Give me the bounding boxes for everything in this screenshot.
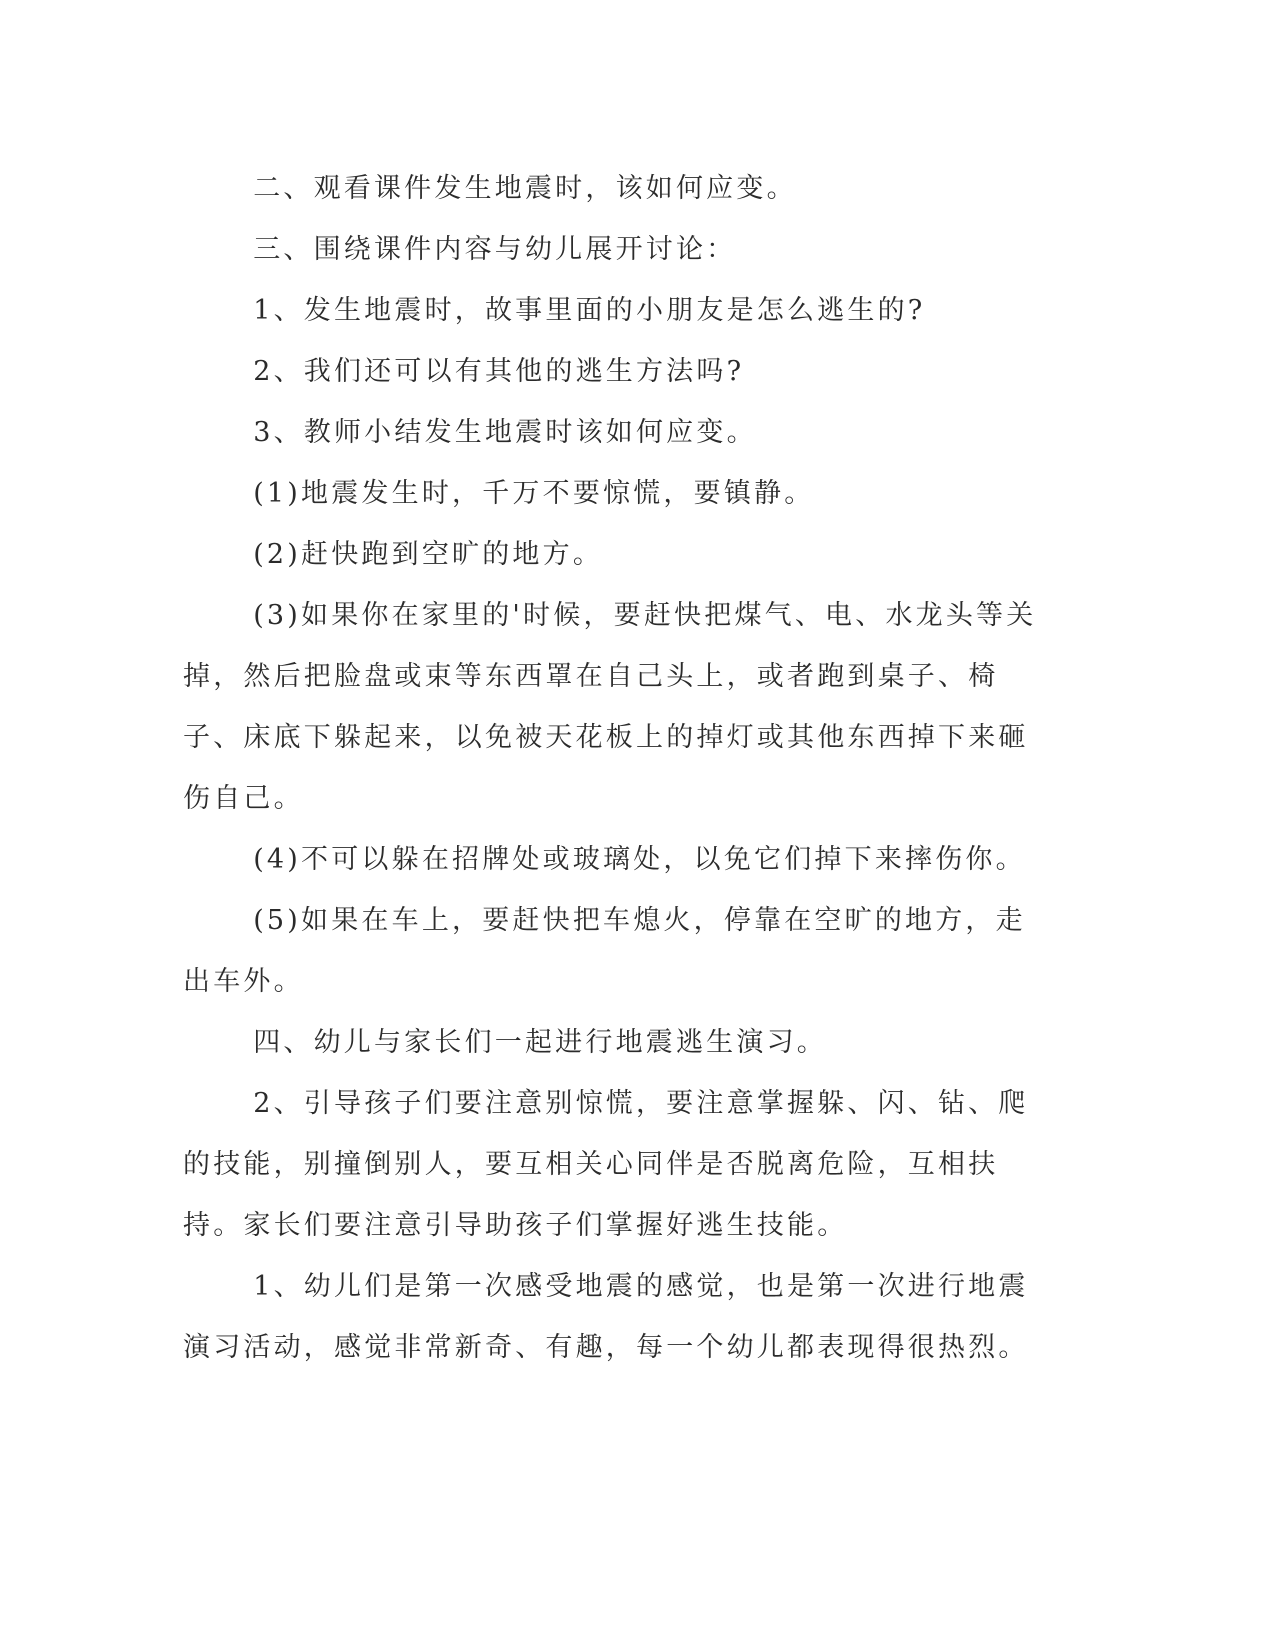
- paragraph: (5)如果在车上，要赶快把车熄火，停靠在空旷的地方，走出车外。: [183, 905, 1026, 997]
- paragraph: 3、教师小结发生地震时该如何应变。: [253, 417, 757, 448]
- document-body: [183, 158, 1043, 1378]
- paragraph: 2、我们还可以有其他的逃生方法吗?: [253, 356, 745, 387]
- paragraph: 二、观看课件发生地震时，该如何应变。: [253, 173, 797, 204]
- paragraph: (1)地震发生时，千万不要惊慌，要镇静。: [253, 478, 815, 509]
- paragraph: 1、发生地震时，故事里面的小朋友是怎么逃生的?: [253, 295, 926, 326]
- paragraph: (3)如果你在家里的'时候，要赶快把煤气、电、水龙头等关掉，然后把脸盘或束等东西罩在自己头上，或者跑到桌子、椅子、床底下躲起来，以免被天花板上的掉灯或其他东西掉下来砸伤自己。: [183, 600, 1037, 814]
- paragraph: 2、引导孩子们要注意别惊慌，要注意掌握躲、闪、钻、爬的技能，别撞倒别人，要互相关心同伴是否脱离危险，互相扶持。家长们要注意引导助孩子们掌握好逃生技能。: [183, 1088, 1029, 1241]
- paragraph: 三、围绕课件内容与幼儿展开讨论：: [253, 234, 737, 265]
- paragraph: 1、幼儿们是第一次感受地震的感觉，也是第一次进行地震演习活动，感觉非常新奇、有趣，每一个幼儿都表现得很热烈。: [183, 1271, 1029, 1363]
- paragraph: (4)不可以躲在招牌处或玻璃处，以免它们掉下来摔伤你。: [253, 844, 1026, 875]
- paragraph: (2)赶快跑到空旷的地方。: [253, 539, 604, 570]
- paragraph: 四、幼儿与家长们一起进行地震逃生演习。: [253, 1027, 827, 1058]
